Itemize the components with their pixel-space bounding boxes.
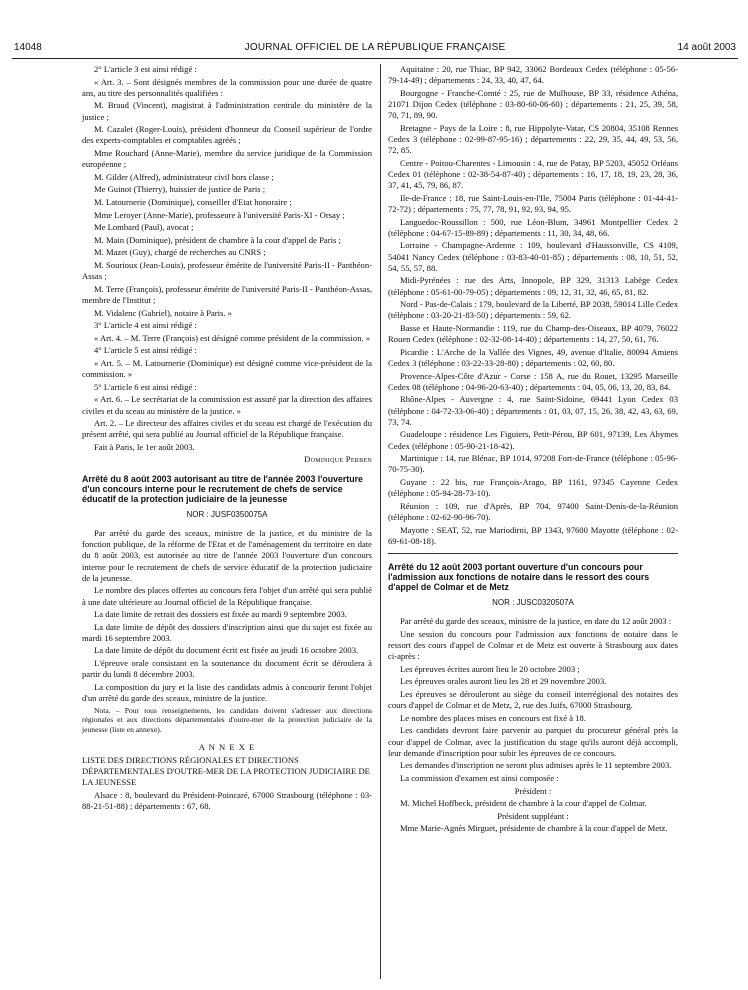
decree-title: Arrêté du 12 août 2003 portant ouverture d'un concours pour l'admission aux fonctions de notaire dans le ressort des cours d'appel de Colmar et de Metz xyxy=(388,561,650,592)
paragraph: La date limite de dépôt des dossiers d'inscription ainsi que du sujet est fixée au mardi 16 septembre 2003. xyxy=(82,621,372,643)
paragraph: 4° L'article 5 est ainsi rédigé : xyxy=(94,345,197,356)
list-item: Centre - Poitou-Charentes - Limousin : 4, rue de Patay, BP 5203, 45052 Orléans Cedex 01 (téléphone : 02-38-54-87-40) ; départements : 16, 17, 18, 19, 23, 28, 36, 37, 41, 45, 79, 86, 87. xyxy=(388,157,678,191)
paragraph: La date limite de retrait des dossiers est fixée au mardi 9 septembre 2003. xyxy=(94,609,347,620)
right-column xyxy=(388,64,678,836)
list-item: Réunion : 109, rue d'Après, BP 704, 97400 Saint-Denis-de-la-Réunion (téléphone : 02-62-90-96-70). xyxy=(388,500,678,522)
paragraph: Les épreuves orales auront lieu les 28 et 29 novembre 2003. xyxy=(400,676,607,687)
paragraph: M. Main (Dominique), président de chambre à la cour d'appel de Paris ; xyxy=(94,234,341,245)
list-item: Picardie : L'Arche de la Vallée des Vignes, 49, avenue d'Italie, 80094 Amiens Cedex 3 (téléphone : 03-22-33-28-80) ; départements : 02, 60, 80. xyxy=(388,346,678,368)
paragraph: Le nombre des places mises en concours est fixé à 18. xyxy=(400,712,586,723)
paragraph: L'épreuve orale consistant en la soutenance du document écrit se déroulera à partir du lundi 8 décembre 2003. xyxy=(82,658,372,680)
role-heading: Président : xyxy=(514,785,552,796)
paragraph: 3° L'article 4 est ainsi rédigé : xyxy=(94,320,197,331)
nor-reference: NOR : JUSF0350075A xyxy=(186,509,268,519)
paragraph: M. Sourioux (Jean-Louis), professeur émérite de l'université Paris-II - Panthéon-Assas ; xyxy=(82,259,372,282)
paragraph: M. Mazet (Guy), chargé de recherches au CNRS ; xyxy=(94,247,266,258)
annexe-heading: A N N E X E xyxy=(198,742,256,753)
column-divider xyxy=(380,64,381,979)
paragraph: Les épreuves se dérouleront au siège du conseil interrégional des notaires des cours d'appel de Colmar et de Metz, 2, rue des Juifs, 67000 Strasbourg. xyxy=(388,688,678,711)
paragraph: Les épreuves écrites auront lieu le 20 octobre 2003 ; xyxy=(400,663,580,674)
paragraph: « Art. 5. – M. Latournerie (Dominique) est désigné comme vice-président de la commission. » xyxy=(82,357,372,380)
left-column xyxy=(82,64,372,814)
header-rule xyxy=(12,58,738,59)
list-item: Basse et Haute-Normandie : 119, rue du Champ-des-Oiseaux, BP 4079, 76022 Rouen Cedex (téléphone : 02-32-08-14-40) ; départements : 14, 27, 50, 61, 76. xyxy=(388,322,678,345)
list-item: Rhône-Alpes - Auvergne : 4, rue Saint-Sidoine, 69441 Lyon Cedex 03 (téléphone : 04-72-33-06-40) ; départements : 01, 03, 07, 15, 26, 38, 42, 43, 63, 69, 73, 74. xyxy=(388,394,678,427)
section-divider xyxy=(388,553,678,554)
paragraph: Art. 2. – Le directeur des affaires civiles et du sceau est chargé de l'exécution du présent arrêté, qui sera publié au Journal officiel de la République française. xyxy=(82,418,372,440)
paragraph: Les candidats devront faire parvenir au parquet du procureur général près la cour d'appel de Colmar, avec la justification du stage qu'ils auront déjà accompli, leur demande d'inscription pour subir les épreuves de ce concours. xyxy=(388,725,678,758)
paragraph: 2° L'article 3 est ainsi rédigé : xyxy=(94,64,197,74)
list-item: Midi-Pyrénées : rue des Arts, Innopole, BP 329, 31313 Labège Cedex (téléphone : 05-61-00-79-05) ; départements : 09, 12, 31, 32, 46, 65, 81, 82. xyxy=(388,275,678,297)
list-item: Guyane : 22 bis, rue François-Arago, BP 1161, 97345 Cayenne Cedex (téléphone : 05-94-28-73-10). xyxy=(388,476,678,499)
list-item: Languedoc-Roussillon : 500, rue Léon-Blum, 34961 Montpellier Cedex 2 (téléphone : 04-67-15-89-89) ; départements : 11, 30, 34, 48, 66. xyxy=(388,216,678,238)
page-header xyxy=(12,40,738,56)
decree-title: Arrêté du 8 août 2003 autorisant au titre de l'année 2003 l'ouverture d'un concours interne pour le recrutement de chefs de service éducatif de la protection judiciaire de la jeunesse xyxy=(82,473,363,504)
paragraph: M. Vidalenc (Gabriel), notaire à Paris. » xyxy=(94,307,232,318)
paragraph: M. Cazalet (Roger-Louis), président d'honneur du Conseil supérieur de l'ordre des experts-comptables et comptables agréés ; xyxy=(82,124,372,146)
list-item: Lorraine - Champagne-Ardenne : 109, boulevard d'Haussonville, CS 4109, 54041 Nancy Cedex (téléphone : 03-83-40-01-85) ; départements : 08, 10, 51, 52, 54, 55, 57, 88. xyxy=(388,240,678,273)
paragraph: La date limite de dépôt du document écrit est fixée au jeudi 16 octobre 2003. xyxy=(94,645,359,656)
paragraph: Par arrêté du garde des sceaux, ministre de la justice, et du ministre de la fonction publique, de la réforme de l'Etat et de l'aménagement du territoire en date du 8 août 2003, est autorisée au titre de l'année 2003 l'ouverture d'un concours interne pour le recrutement de chefs de service éducatif de la protection judiciaire de la jeunesse. xyxy=(82,527,372,583)
paragraph: Le nombre des places offertes au concours fera l'objet d'un arrêté qui sera publié à une date ultérieure au Journal officiel de la République française. xyxy=(82,585,372,607)
paragraph: La composition du jury et la liste des candidats admis à concourir feront l'objet d'un arrêté du garde des sceaux, ministre de la justice. xyxy=(82,681,372,704)
paragraph: M. Gilder (Alfred), administrateur civil hors classe ; xyxy=(94,171,274,182)
paragraph: Me Guinot (Thierry), huissier de justice de Paris ; xyxy=(94,184,266,195)
paragraph: Mme Leroyer (Anne-Marie), professeure à l'université Paris-XI - Orsay ; xyxy=(94,209,345,220)
paragraph: M. Braud (Vincent), magistrat à l'administration centrale du ministère de la justice ; xyxy=(82,100,372,122)
list-item: Ile-de-France : 18, rue Saint-Louis-en-l'Ile, 75004 Paris (téléphone : 01-44-41-72-72) ; départements : 75, 77, 78, 91, 92, 93, 94, 95. xyxy=(388,192,678,214)
note: Nota. – Pour tous renseignements, les candidats doivent s'adresser aux directions régionales et aux directions départementales d'outre-mer de la protection judiciaire de la jeunesse (liste en annexe). xyxy=(82,705,372,734)
paragraph: Les demandes d'inscription ne seront plus admises après le 11 septembre 2003. xyxy=(400,760,672,771)
paragraph: Me Lombard (Paul), avocat ; xyxy=(94,222,194,233)
journal-title: JOURNAL OFFICIEL DE LA RÉPUBLIQUE FRANÇAISE xyxy=(244,42,506,53)
page-number: 14048 xyxy=(14,42,42,53)
list-item: Mayotte : SEAT, 52, rue Mariodirni, BP 1343, 97600 Mayotte (téléphone : 02-69-61-08-18). xyxy=(388,524,678,546)
paragraph: M. Terre (François), professeur émérite de l'université Paris-II - Panthéon-Assas, membre de l'Institut ; xyxy=(82,283,372,305)
issue-date: 14 août 2003 xyxy=(677,42,736,53)
paragraph: Alsace : 8, boulevard du Président-Poincaré, 67000 Strasbourg (téléphone : 03-88-21-51-88) ; départements : 67, 68. xyxy=(82,790,372,812)
list-item: Guadeloupe : résidence Les Figuiers, Petit-Pérou, BP 601, 97139, Les Abymes Cedex (téléphone : 05-90-21-18-42). xyxy=(388,429,678,451)
list-item: Aquitaine : 20, rue Thiac, BP 942, 33062 Bordeaux Cedex (téléphone : 05-56-79-14-49) ; départements : 24, 33, 40, 47, 64. xyxy=(388,64,678,86)
paragraph: Une session du concours pour l'admission aux fonctions de notaire dans le ressort des cours d'appel de Colmar et de Metz est ouverte à Strasbourg aux dates ci-après : xyxy=(388,628,678,662)
paragraph: Par arrêté du garde des sceaux, ministre de la justice, en date du 12 août 2003 : xyxy=(400,616,672,627)
paragraph: « Art. 4. – M. Terre (François) est désigné comme président de la commission. » xyxy=(94,332,371,343)
paragraph: Mme Marie-Agnès Mirguet, présidente de chambre à la cour d'appel de Metz. xyxy=(400,823,668,834)
paragraph: « Art. 6. – Le secrétariat de la commission est assuré par la direction des affaires civiles et du sceau au ministère de la justice. » xyxy=(82,394,372,416)
paragraph: M. Latournerie (Dominique), conseiller d'Etat honoraire ; xyxy=(94,196,292,207)
signature: Dominique Perben xyxy=(304,454,372,465)
role-heading: Président suppléant : xyxy=(497,810,569,821)
nor-reference: NOR : JUSC0320507A xyxy=(492,597,574,607)
annexe-title: LISTE DES DIRECTIONS RÉGIONALES ET DIRECTIONS DÉPARTEMENTALES D'OUTRE-MER DE LA PROTECTION JUDICIAIRE DE LA JEUNESSE xyxy=(82,755,370,788)
paragraph: « Art. 3. – Sont désignés membres de la commission pour une durée de quatre ans, au titre des personnalités qualifiées : xyxy=(82,76,372,98)
paragraph: M. Michel Hoffbeck, président de chambre à la cour d'appel de Colmar. xyxy=(400,798,647,809)
list-item: Martinique : 14, rue Blénac, BP 1014, 97208 Fort-de-France (téléphone : 05-96-70-75-30). xyxy=(388,453,678,475)
paragraph: La commission d'examen est ainsi composée : xyxy=(400,772,559,783)
paragraph: 5° L'article 6 est ainsi rédigé : xyxy=(94,381,197,392)
list-item: Bretagne - Pays de la Loire : 8, rue Hippolyte-Vatar, CS 20804, 35108 Rennes Cedex 3 (téléphone : 02-99-87-95-16) ; départements : 22, 29, 35, 44, 49, 53, 56, 72, 85. xyxy=(388,122,678,156)
list-item: Bourgogne - Franche-Comté : 25, rue de Mulhouse, BP 33, résidence Athéna, 21071 Dijon Cedex (téléphone : 03-80-60-06-60) ; départements : 21, 25, 39, 58, 70, 71, 89, 90. xyxy=(388,87,678,121)
paragraph: Mme Rouchard (Anne-Marie), membre du service juridique de la Commission européenne ; xyxy=(82,147,372,170)
list-item: Provence-Alpes-Côte d'Azur - Corse : 158 A, rue du Rouet, 13295 Marseille Cedex 08 (téléphone : 04-96-20-63-40) ; départements : 04, 05, 06, 13, 20, 83, 84. xyxy=(388,370,678,392)
paragraph: Fait à Paris, le 1er août 2003. xyxy=(94,441,195,452)
list-item: Nord - Pas-de-Calais : 179, boulevard de la Liberté, BP 2038, 59014 Lille Cedex (téléphone : 03-20-21-83-50) ; départements : 59, 62. xyxy=(388,299,678,321)
